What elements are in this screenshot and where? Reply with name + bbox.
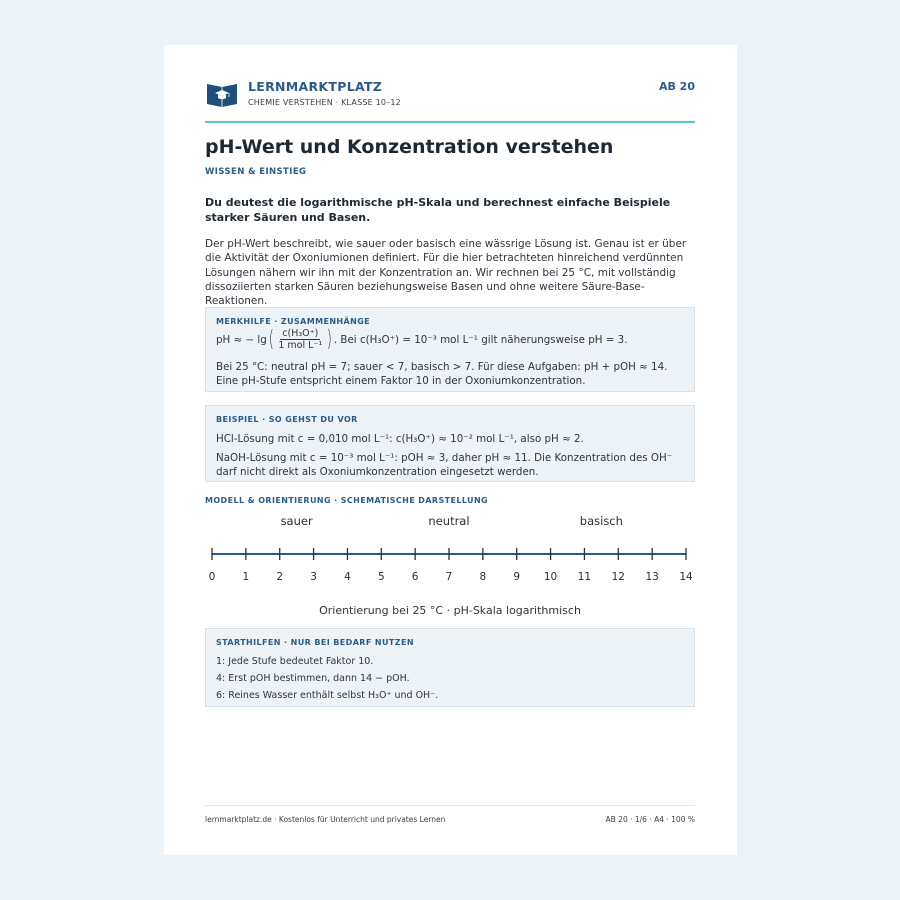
hint-item-2: 4: Erst pOH bestimmen, dann 14 − pOH. bbox=[216, 673, 410, 684]
scale-tick-label: 7 bbox=[445, 571, 453, 583]
scale-tick-label: 0 bbox=[208, 571, 216, 583]
section-tag: WISSEN & EINSTIEG bbox=[205, 167, 307, 177]
scale-tick-label: 2 bbox=[276, 571, 284, 583]
open-paren: ( bbox=[268, 326, 274, 352]
scale-tick-label: 9 bbox=[513, 571, 521, 583]
header-divider bbox=[205, 121, 695, 123]
beispiel-line-1: HCl-Lösung mit c = 0,010 mol L⁻¹: c(H₃O⁺) ≈ 10⁻² mol L⁻¹, also pH ≈ 2. bbox=[216, 433, 584, 445]
brand-subtitle: CHEMIE VERSTEHEN · KLASSE 10–12 bbox=[248, 98, 401, 107]
footer-divider bbox=[205, 805, 695, 806]
region-label-sauer: sauer bbox=[280, 514, 313, 528]
scale-caption: Orientierung bei 25 °C · pH-Skala logarithmisch bbox=[319, 604, 581, 617]
beispiel-line-2: NaOH-Lösung mit c = 10⁻³ mol L⁻¹: pOH ≈ 3, daher pH ≈ 11. Die Konzentration des OH⁻ darf nicht direkt als Oxoniumkonzentration eingesetzt werden. bbox=[216, 452, 673, 478]
formula-suffix: . Bei c(H₃O⁺) = 10⁻³ mol L⁻¹ gilt näherungsweise pH = 3. bbox=[333, 333, 628, 346]
scale-tick-label: 1 bbox=[242, 571, 250, 583]
hint-item-3: 6: Reines Wasser enthält selbst H₃O⁺ und OH⁻. bbox=[216, 690, 439, 701]
region-label-neutral: neutral bbox=[428, 514, 470, 528]
book-mortarboard-icon bbox=[206, 81, 238, 107]
formula-prefix: pH ≈ − lg bbox=[216, 333, 267, 346]
close-paren: ) bbox=[326, 326, 333, 352]
model-title: MODELL & ORIENTIERUNG · SCHEMATISCHE DARSTELLUNG bbox=[205, 496, 489, 505]
merkhilfe-box bbox=[205, 307, 695, 392]
scale-tick-label: 3 bbox=[310, 571, 317, 583]
formula-fraction bbox=[276, 328, 324, 351]
region-label-basisch: basisch bbox=[579, 514, 623, 528]
hint-item-1: 1: Jede Stufe bedeutet Faktor 10. bbox=[216, 656, 374, 667]
scale-tick-label: 14 bbox=[679, 571, 693, 583]
merkhilfe-formula bbox=[216, 328, 682, 351]
scale-tick-label: 8 bbox=[479, 571, 487, 583]
page-header bbox=[205, 79, 695, 123]
merkhilfe-title: MERKHILFE · ZUSAMMENHÄNGE bbox=[216, 317, 371, 326]
merkhilfe-text: Bei 25 °C: neutral pH = 7; sauer < 7, basisch > 7. Für diese Aufgaben: pH + pOH ≈ 14. Eine pH-Stufe entspricht einem Faktor 10 in der Oxoniumkonzentration. bbox=[216, 361, 668, 387]
footer-left: lernmarktplatz.de · Kostenlos für Unterricht und privates Lernen bbox=[205, 815, 446, 824]
scale-tick-label: 12 bbox=[611, 571, 625, 583]
beispiel-box bbox=[205, 405, 695, 482]
beispiel-title: BEISPIEL · SO GEHST DU VOR bbox=[216, 415, 358, 424]
scale-tick-label: 5 bbox=[377, 571, 385, 583]
starthilfen-title: STARTHILFEN · NUR BEI BEDARF NUTZEN bbox=[216, 638, 414, 647]
starthilfen-box bbox=[205, 628, 695, 707]
lead-text: Du deutest die logarithmische pH-Skala und berechnest einfache Beispiele starker Säuren und Basen. bbox=[205, 196, 671, 224]
scale-tick-label: 10 bbox=[543, 571, 558, 583]
scale-tick-label: 4 bbox=[344, 571, 351, 583]
page-title: pH-Wert und Konzentration verstehen bbox=[205, 136, 614, 158]
fraction-numerator: c(H₃O⁺) bbox=[282, 328, 319, 339]
sheet-id: AB 20 bbox=[658, 80, 695, 93]
scale-tick-label: 13 bbox=[645, 571, 659, 583]
brand-name: LERNMARKTPLATZ bbox=[248, 79, 383, 94]
intro-paragraph: Der pH-Wert beschreibt, wie sauer oder basisch eine wässrige Lösung ist. Genau ist er über die Aktivität der Oxoniumionen definiert. Für die hier betrachteten hinreichend verdünnten Lösungen nähern wir ihn mit der Konzentration an. Wir rechnen bei 25 °C, mit vollständig dissoziierten starken Säuren beziehungsweise Basen und ohne weitere Säure-Base-Reaktionen. bbox=[205, 238, 687, 308]
scale-tick-label: 11 bbox=[577, 571, 592, 583]
footer-right: AB 20 · 1/6 · A4 · 100 % bbox=[605, 815, 695, 824]
worksheet-page bbox=[164, 45, 737, 855]
ph-scale-diagram bbox=[205, 507, 695, 597]
fraction-denominator: 1 mol L⁻¹ bbox=[278, 340, 323, 351]
scale-tick-label: 6 bbox=[411, 571, 419, 583]
